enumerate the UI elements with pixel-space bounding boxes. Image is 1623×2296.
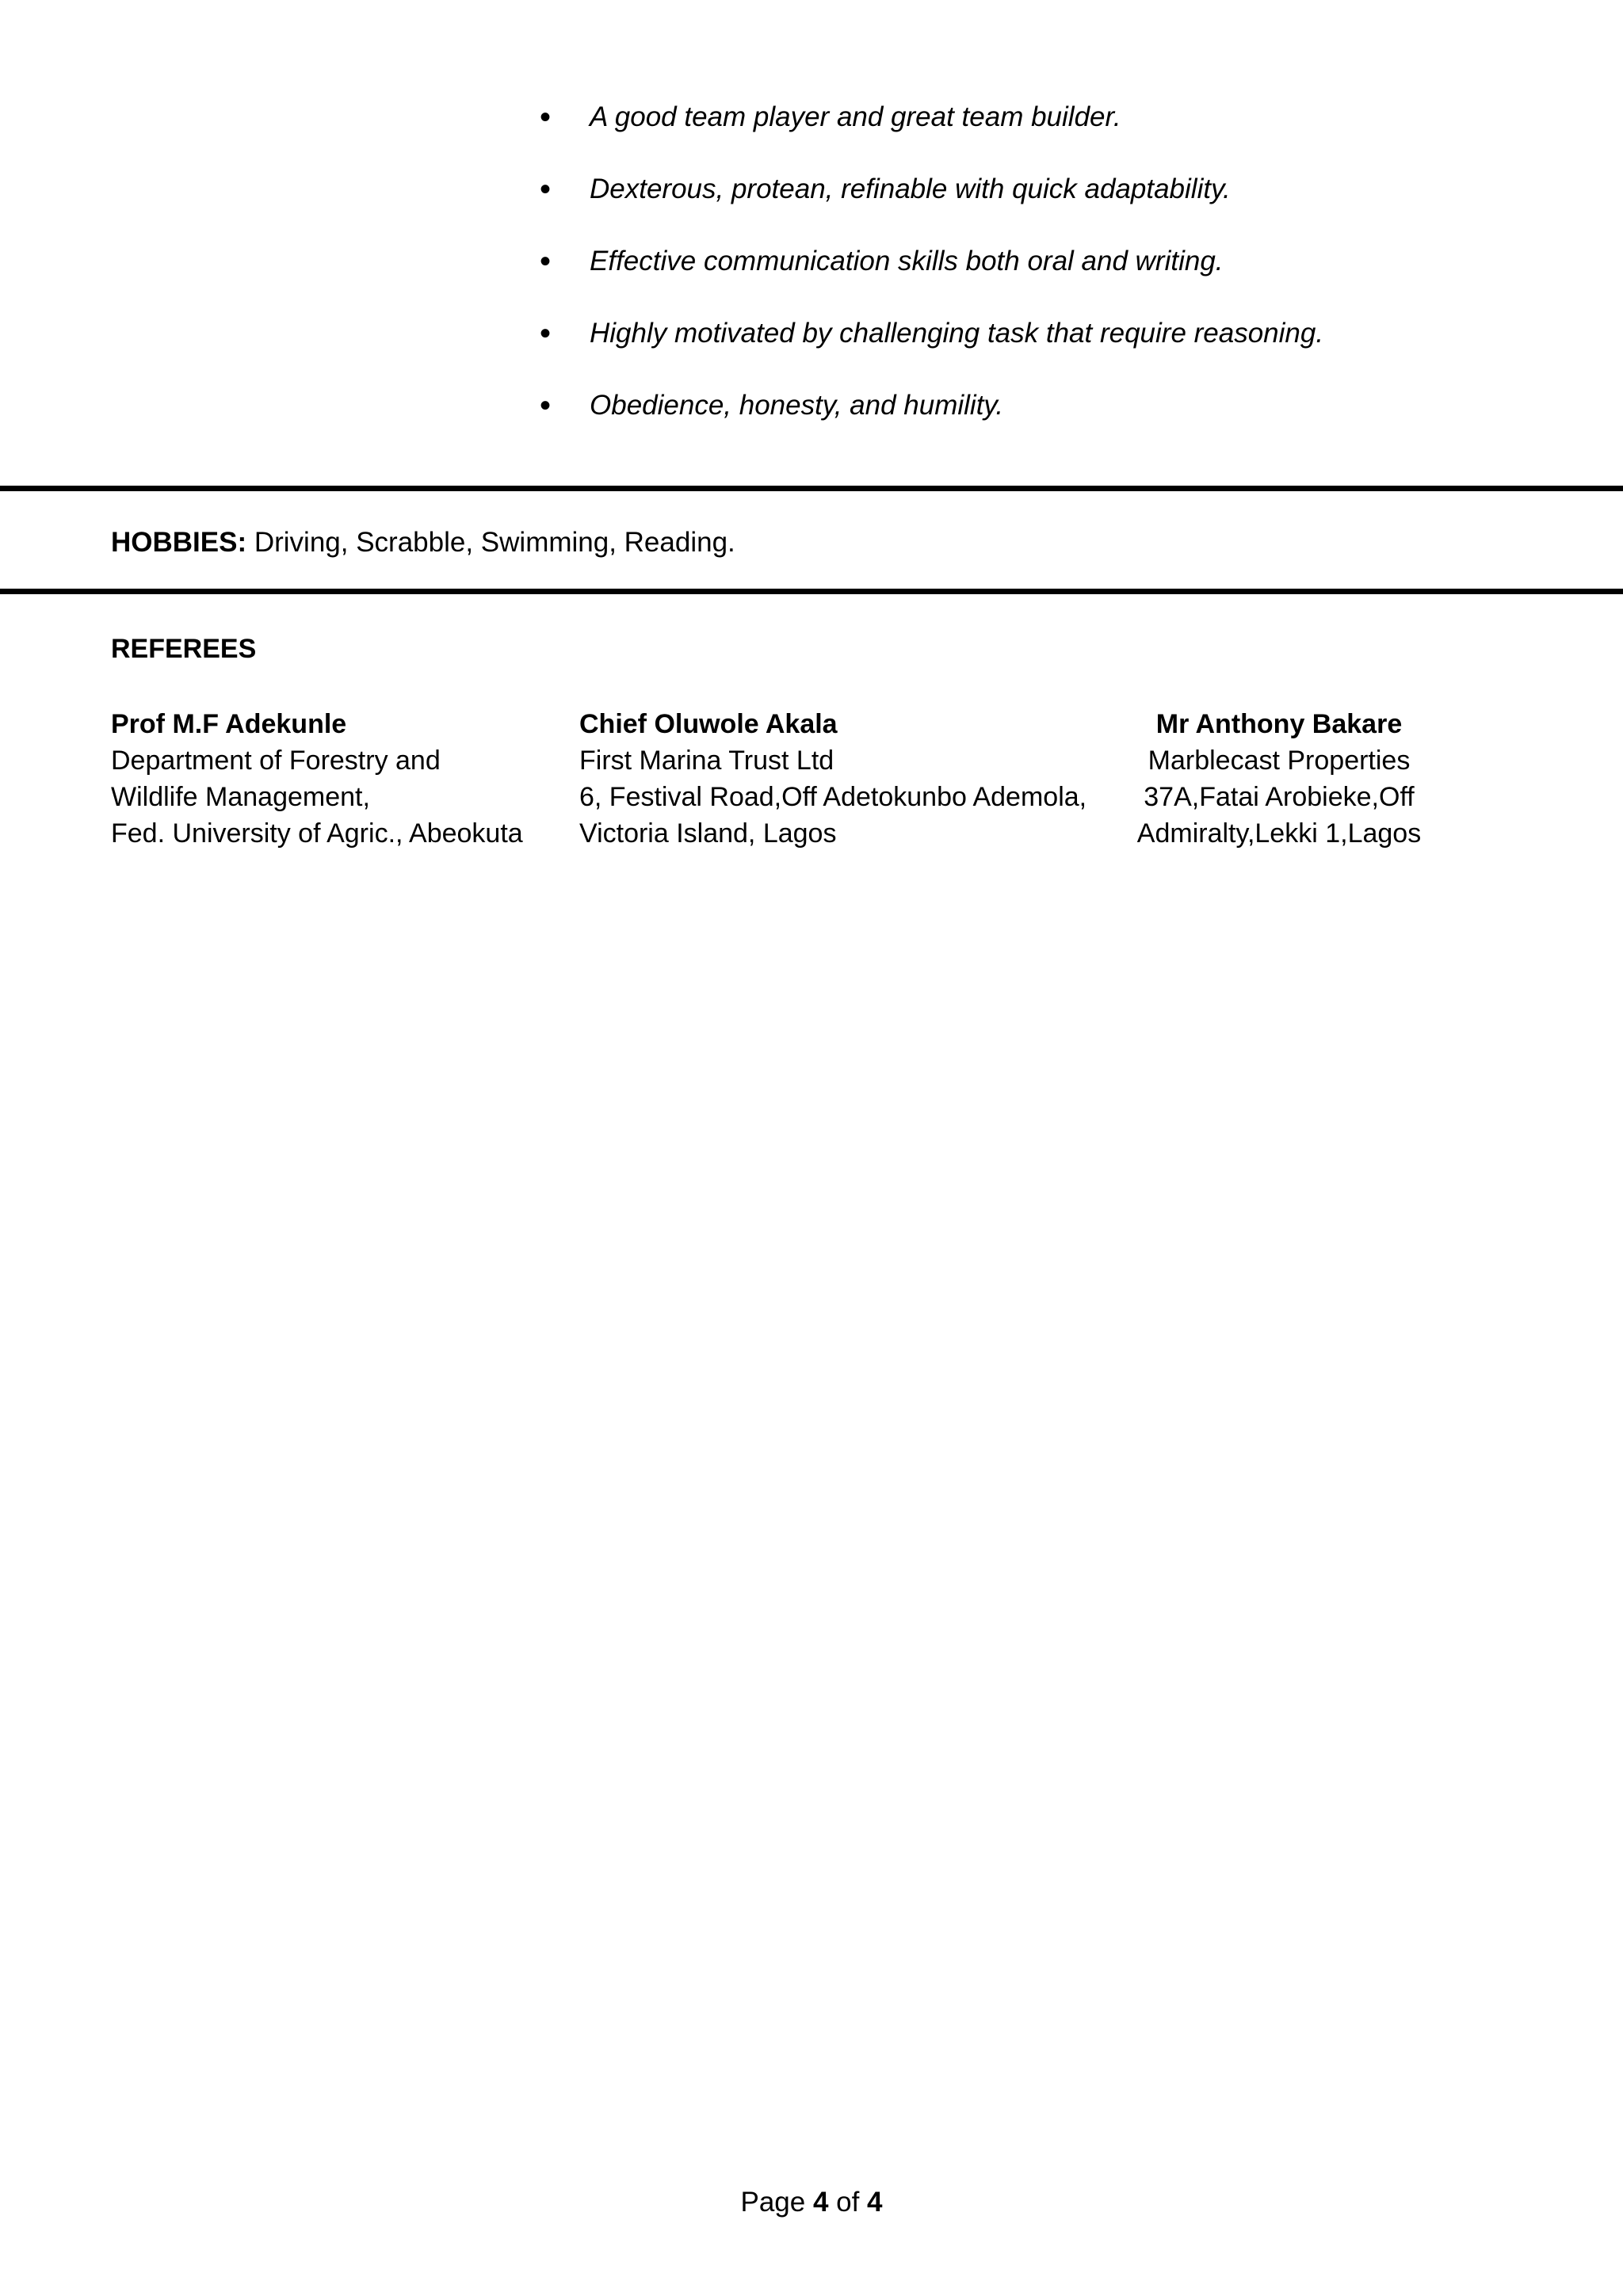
bullet-icon: • <box>540 172 552 207</box>
page-footer <box>0 2187 1623 2218</box>
bullet-icon: • <box>540 388 552 423</box>
referee-card <box>1132 706 1426 852</box>
hobbies-label: HOBBIES: <box>111 527 247 558</box>
footer-of-word: of <box>828 2187 868 2218</box>
hobbies-text: Driving, Scrabble, Swimming, Reading. <box>246 527 735 558</box>
quality-item <box>531 93 1323 166</box>
quality-item <box>531 238 1323 310</box>
referee-address-line: Admiralty,Lekki 1,Lagos <box>1136 818 1422 849</box>
section-divider-bottom <box>0 589 1623 594</box>
hobbies-line <box>111 527 735 559</box>
referee-address-line: Fed. University of Agric., Abeokuta <box>111 818 523 849</box>
referee-address-line: Victoria Island, Lagos <box>579 818 837 849</box>
quality-text: Dexterous, protean, refinable with quick adaptability. <box>590 174 1231 204</box>
quality-text: A good team player and great team builder. <box>590 101 1121 132</box>
quality-item <box>531 166 1323 238</box>
referee-address-line: Marblecast Properties <box>1148 746 1411 776</box>
referee-address-line: 37A,Fatai Arobieke,Off <box>1144 782 1415 812</box>
referee-name: Mr Anthony Bakare <box>1155 709 1403 739</box>
footer-total-pages: 4 <box>867 2187 883 2218</box>
quality-item <box>531 382 1323 454</box>
referee-address-line: First Marina Trust Ltd <box>579 746 834 776</box>
referee-address-line: 6, Festival Road,Off Adetokunbo Ademola, <box>579 782 1087 812</box>
referee-name: Prof M.F Adekunle <box>111 709 347 739</box>
referees-heading: REFEREES <box>111 634 257 664</box>
section-divider-top <box>0 486 1623 491</box>
quality-text: Obedience, honesty, and humility. <box>590 390 1004 421</box>
footer-page-word: Page <box>740 2187 813 2218</box>
footer-current-page: 4 <box>812 2187 829 2218</box>
referee-card <box>579 706 1086 852</box>
bullet-icon: • <box>540 100 552 135</box>
quality-item <box>531 310 1323 382</box>
quality-text: Highly motivated by challenging task that require reasoning. <box>590 318 1324 349</box>
referee-address-line: Wildlife Management, <box>111 782 370 812</box>
referee-name: Chief Oluwole Akala <box>579 709 838 739</box>
referee-address-line: Department of Forestry and <box>111 746 441 776</box>
referee-card <box>111 706 523 852</box>
quality-text: Effective communication skills both oral and writing. <box>590 246 1224 277</box>
qualities-list <box>531 93 1323 454</box>
bullet-icon: • <box>540 244 552 279</box>
bullet-icon: • <box>540 316 552 351</box>
